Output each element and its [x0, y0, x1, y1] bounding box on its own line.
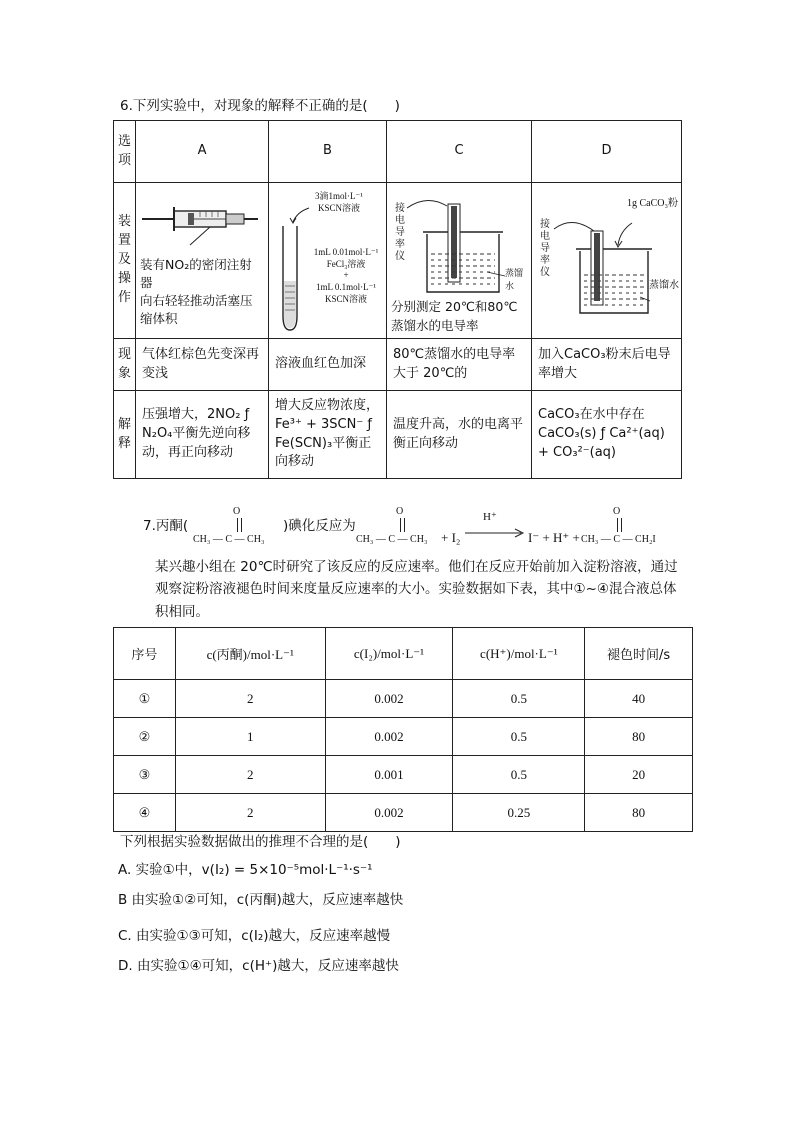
phenomenon-d: 加入CaCO₃粉末后电导率增大	[532, 339, 682, 391]
cell: 80	[585, 718, 693, 756]
apparatus-d	[532, 183, 682, 339]
phenomenon-b: 溶液血红色加深	[269, 339, 387, 391]
beaker-icon	[532, 201, 681, 321]
probe-label-d: 接电导率仪	[540, 219, 551, 278]
th-hplus: c(H⁺)/mol·L⁻¹	[453, 628, 585, 680]
q7-paragraph: 某兴趣小组在 20℃时研究了该反应的反应速率。他们在反应开始前加入淀粉溶液，通过观察淀粉溶液褪色时间来度量反应速率的大小。实验数据如下表，其中①~④混合液总体积相同。	[155, 559, 678, 620]
col-c: C	[387, 121, 532, 183]
cell: 0.002	[325, 680, 453, 718]
col-a: A	[136, 121, 269, 183]
probe-label-c: 接电导率仪	[395, 203, 406, 262]
cell: 2	[175, 680, 325, 718]
q6-apparatus-row	[114, 183, 682, 339]
cell: 0.5	[453, 680, 585, 718]
q6-header-row	[114, 121, 682, 183]
cell: 1	[175, 718, 325, 756]
q6-explanation-row	[114, 391, 682, 479]
note-b3: 1mL 0.01mol·L⁻¹	[313, 247, 379, 257]
catalyst: H⁺	[483, 511, 497, 523]
note-b6: 1mL 0.1mol·L⁻¹	[315, 282, 377, 293]
apparatus-label: 装置及操作	[114, 183, 136, 339]
cell: 2	[175, 756, 325, 794]
phenomenon-label: 现象	[114, 339, 136, 391]
cell: ④	[114, 794, 176, 832]
th-acetone: c(丙酮)/mol·L⁻¹	[175, 628, 325, 680]
phenomenon-c: 80℃蒸馏水的电导率大于 20℃的	[387, 339, 532, 391]
table-row	[114, 794, 693, 832]
powder-label-d: 1g CaCO₃粉	[627, 198, 679, 209]
explanation-label: 解释	[114, 391, 136, 479]
apparatus-a	[136, 183, 269, 339]
q7-stem-mid: )碘化反应为	[283, 518, 356, 534]
cell: 0.002	[325, 794, 453, 832]
q7-header-row	[114, 628, 693, 680]
caption-a2: 向右轻轻推动活塞压缩体积	[140, 293, 253, 327]
explanation-a: 压强增大，2NO₂ ƒ N₂O₄平衡先逆向移动，再正向移动	[136, 391, 269, 479]
cell: 40	[585, 680, 693, 718]
note-b4: FeCl₃溶液	[326, 258, 366, 269]
o-atom-2: O	[396, 506, 404, 517]
q7-table	[113, 627, 693, 832]
cell: 2	[175, 794, 325, 832]
o-atom-1: O	[233, 506, 241, 517]
product-formula: CH₃ — C — CH₂I	[581, 534, 656, 545]
cell: ②	[114, 718, 176, 756]
note-b1: 3滴1mol·L⁻¹	[315, 191, 363, 201]
caption-c: 分别测定 20℃和80℃蒸馏水的电导率	[391, 299, 518, 333]
q7-stem-prefix: 7.丙酮(	[143, 518, 189, 534]
explanation-d: CaCO₃在水中存在 CaCO₃(s) ƒ Ca²⁺(aq) + CO₃²⁻(aq)	[532, 391, 682, 479]
option-c: C. 由实验①③可知，c(I₂)越大，反应速率越慢	[118, 928, 391, 944]
o-atom-3: O	[613, 506, 621, 517]
cell: 0.5	[453, 718, 585, 756]
liquid-label-c: 蒸馏水	[505, 268, 524, 292]
apparatus-b	[269, 183, 387, 339]
cell: 0.25	[453, 794, 585, 832]
cell: 80	[585, 794, 693, 832]
note-b5: +	[343, 270, 349, 281]
table-row	[114, 680, 693, 718]
cell: 0.001	[325, 756, 453, 794]
explanation-c: 温度升高，水的电离平衡正向移动	[387, 391, 532, 479]
cell: ①	[114, 680, 176, 718]
reactant-formula: CH₃ — C — CH₃	[356, 534, 428, 545]
col-d: D	[532, 121, 682, 183]
caption-a1: 装有NO₂的密闭注射器	[140, 256, 252, 290]
phenomenon-a: 气体红棕色先变深再变浅	[136, 339, 269, 391]
note-b7: KSCN溶液	[325, 293, 368, 304]
acetone-formula: CH₃ — C — CH₃	[193, 534, 265, 545]
table-row	[114, 718, 693, 756]
header-label: 选项	[114, 121, 136, 183]
q6-stem: 6.下列实验中，对现象的解释不正确的是( )	[120, 98, 400, 114]
th-time: 褪色时间/s	[585, 628, 693, 680]
q7-stem	[143, 504, 703, 550]
apparatus-c	[387, 183, 532, 339]
liquid-label-d: 蒸馏水	[649, 280, 680, 291]
syringe-icon	[140, 183, 264, 253]
th-iodine: c(I₂)/mol·L⁻¹	[325, 628, 453, 680]
q7-question: 下列根据实验数据做出的推理不合理的是( )	[120, 834, 401, 850]
cell: 20	[585, 756, 693, 794]
table-row	[114, 756, 693, 794]
q6-phenomenon-row	[114, 339, 682, 391]
col-b: B	[269, 121, 387, 183]
cell: 0.002	[325, 718, 453, 756]
note-b2: KSCN溶液	[317, 202, 360, 213]
th-index: 序号	[114, 628, 176, 680]
option-b: B 由实验①②可知，c(丙酮)越大，反应速率越快	[118, 892, 404, 908]
reaction-arrow-icon	[465, 528, 525, 538]
cell: ③	[114, 756, 176, 794]
plus-i2: + I₂	[441, 530, 461, 545]
explanation-b: 增大反应物浓度，Fe³⁺ + 3SCN⁻ ƒ Fe(SCN)₃平衡正向移动	[269, 391, 387, 479]
cell: 0.5	[453, 756, 585, 794]
q6-table	[113, 120, 682, 479]
option-a: A. 实验①中，v(I₂) = 5×10⁻⁵mol·L⁻¹·s⁻¹	[118, 862, 373, 878]
option-d: D. 由实验①④可知，c(H⁺)越大，反应速率越快	[118, 958, 399, 974]
products: I⁻ + H⁺ +	[528, 530, 580, 545]
